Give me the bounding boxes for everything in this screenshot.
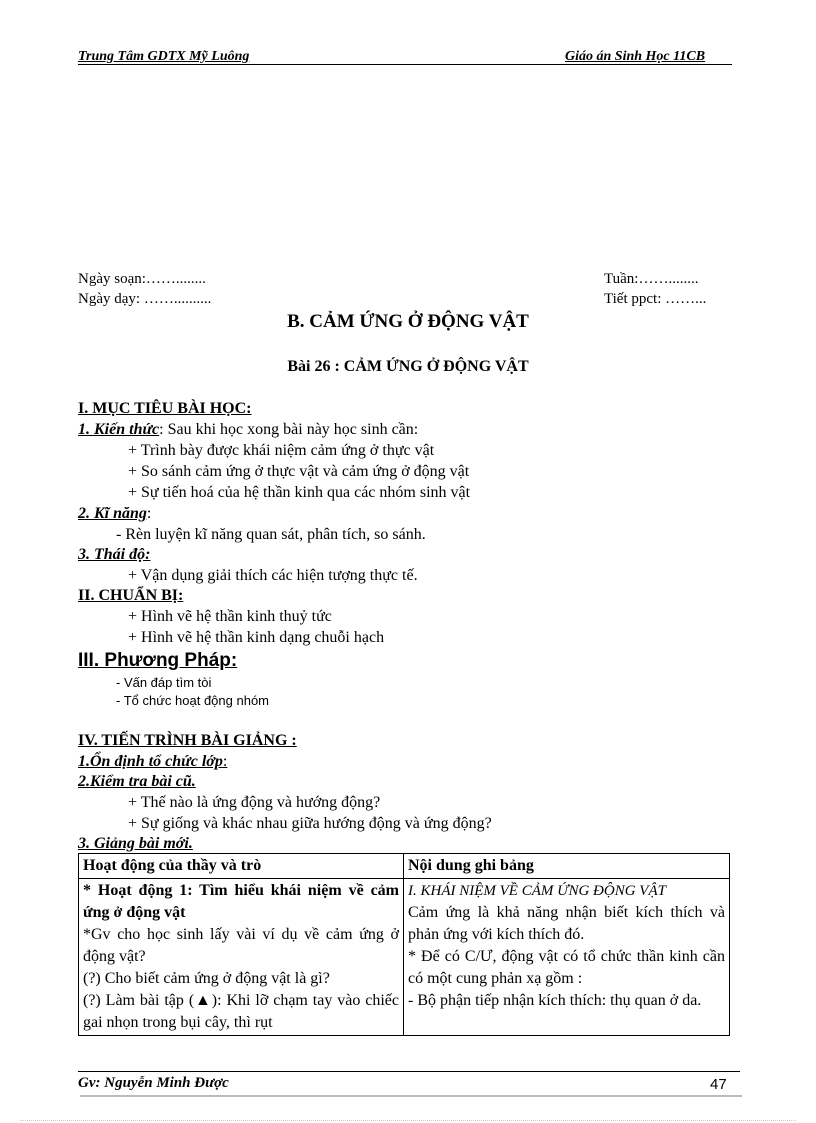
- footer-shadow: [80, 1095, 742, 1097]
- ngay-soan: Ngày soạn:……........: [78, 271, 206, 287]
- section-title: B. CẢM ỨNG Ở ĐỘNG VẬT: [287, 311, 529, 332]
- table-header-activity: Hoạt động của thầy và trò: [79, 854, 404, 879]
- step2-label: 2.Kiểm tra bài cũ.: [78, 773, 196, 790]
- table-row: [79, 879, 730, 1036]
- tuan: Tuần:……........: [604, 271, 699, 287]
- content-paragraph: * Để có C/Ư, động vật có tổ chức thần kinh cần có một cung phản xạ gồm :: [408, 948, 725, 987]
- knowledge-item: + So sánh cảm ứng ở thực vật và cảm ứng ở động vật: [128, 463, 470, 480]
- step3-label: 3. Giảng bài mới.: [78, 835, 193, 852]
- activity-cell: [79, 879, 404, 1036]
- methods-item: - Vấn đáp tìm tòi: [116, 675, 212, 690]
- lesson-table: [78, 853, 730, 1036]
- content-paragraph: - Bộ phận tiếp nhận kích thích: thụ quan ở da.: [408, 992, 702, 1009]
- skill-line: [78, 505, 151, 523]
- knowledge-label: 1. Kiến thức: [78, 421, 160, 438]
- knowledge-item: + Trình bày được khái niệm cảm ứng ở thực vật: [128, 442, 435, 459]
- skill-item: - Rèn luyện kĩ năng quan sát, phân tích, so sánh.: [116, 526, 426, 543]
- step1-colon: :: [222, 753, 228, 770]
- attitude-label: 3. Thái độ:: [78, 546, 151, 563]
- skill-label: 2. Kĩ năng: [78, 505, 147, 522]
- activity-paragraph: *Gv cho học sinh lấy vài ví dụ về cảm ứng ở động vật?: [83, 926, 399, 965]
- activity-paragraph: (?) Làm bài tập (▲): Khi lỡ chạm tay vào chiếc gai nhọn trong bụi cây, thì rụt: [83, 992, 399, 1031]
- preparation-item: + Hình vẽ hệ thần kinh dạng chuỗi hạch: [128, 629, 385, 646]
- step1-label: 1.Ổn định tổ chức lớp: [78, 753, 223, 770]
- table-header-content: Nội dung ghi bảng: [404, 854, 730, 879]
- page-number: 47: [710, 1076, 727, 1093]
- attitude-item: + Vận dụng giải thích các hiện tượng thực tế.: [128, 567, 418, 584]
- table-header-row: [79, 854, 730, 879]
- header-right: Giáo án Sinh Học 11CB: [565, 49, 706, 64]
- step2-item: + Sự giống và khác nhau giữa hướng động và ứng động?: [128, 815, 492, 832]
- header-left: Trung Tâm GDTX Mỹ Luông: [78, 49, 250, 64]
- preparation-heading: II. CHUẨN BỊ:: [78, 587, 184, 604]
- methods-heading: III. Phương Pháp:: [78, 650, 238, 671]
- knowledge-intro: : Sau khi học xong bài này học sinh cần:: [159, 421, 419, 438]
- lesson-title: Bài 26 : CẢM ỨNG Ở ĐỘNG VẬT: [287, 358, 529, 375]
- tiet-ppct: Tiết ppct: ……...: [604, 291, 707, 307]
- knowledge-item: + Sự tiến hoá của hệ thần kinh qua các nhóm sinh vật: [128, 484, 471, 501]
- knowledge-line: [78, 421, 418, 439]
- activity-heading: * Hoạt động 1: Tìm hiểu khái niệm về cảm ứng ở động vật: [83, 882, 399, 921]
- preparation-item: + Hình vẽ hệ thần kinh thuỷ tức: [128, 608, 332, 625]
- step1-line: [78, 753, 227, 771]
- footer-teacher: Gv: Nguyễn Minh Được: [78, 1075, 229, 1091]
- content-paragraph: Cảm ứng là khả năng nhận biết kích thích và phản ứng với kích thích đó.: [408, 904, 725, 943]
- objectives-heading: I. MỤC TIÊU BÀI HỌC:: [78, 400, 252, 417]
- page-bottom-border: [20, 1120, 796, 1121]
- skill-colon: :: [146, 505, 152, 522]
- content-cell: [404, 879, 730, 1036]
- ngay-day: Ngày dạy: ……..........: [78, 291, 212, 307]
- content-heading: I. KHÁI NIỆM VỀ CẢM ỨNG ĐỘNG VẬT: [408, 883, 666, 899]
- process-heading: IV. TIẾN TRÌNH BÀI GIẢNG :: [78, 732, 297, 749]
- methods-item: - Tổ chức hoạt động nhóm: [116, 693, 269, 708]
- step2-item: + Thế nào là ứng động và hướng động?: [128, 794, 381, 811]
- footer-rule: [78, 1071, 740, 1072]
- header-rule: [78, 64, 732, 65]
- activity-paragraph: (?) Cho biết cảm ứng ở động vật là gì?: [83, 970, 330, 987]
